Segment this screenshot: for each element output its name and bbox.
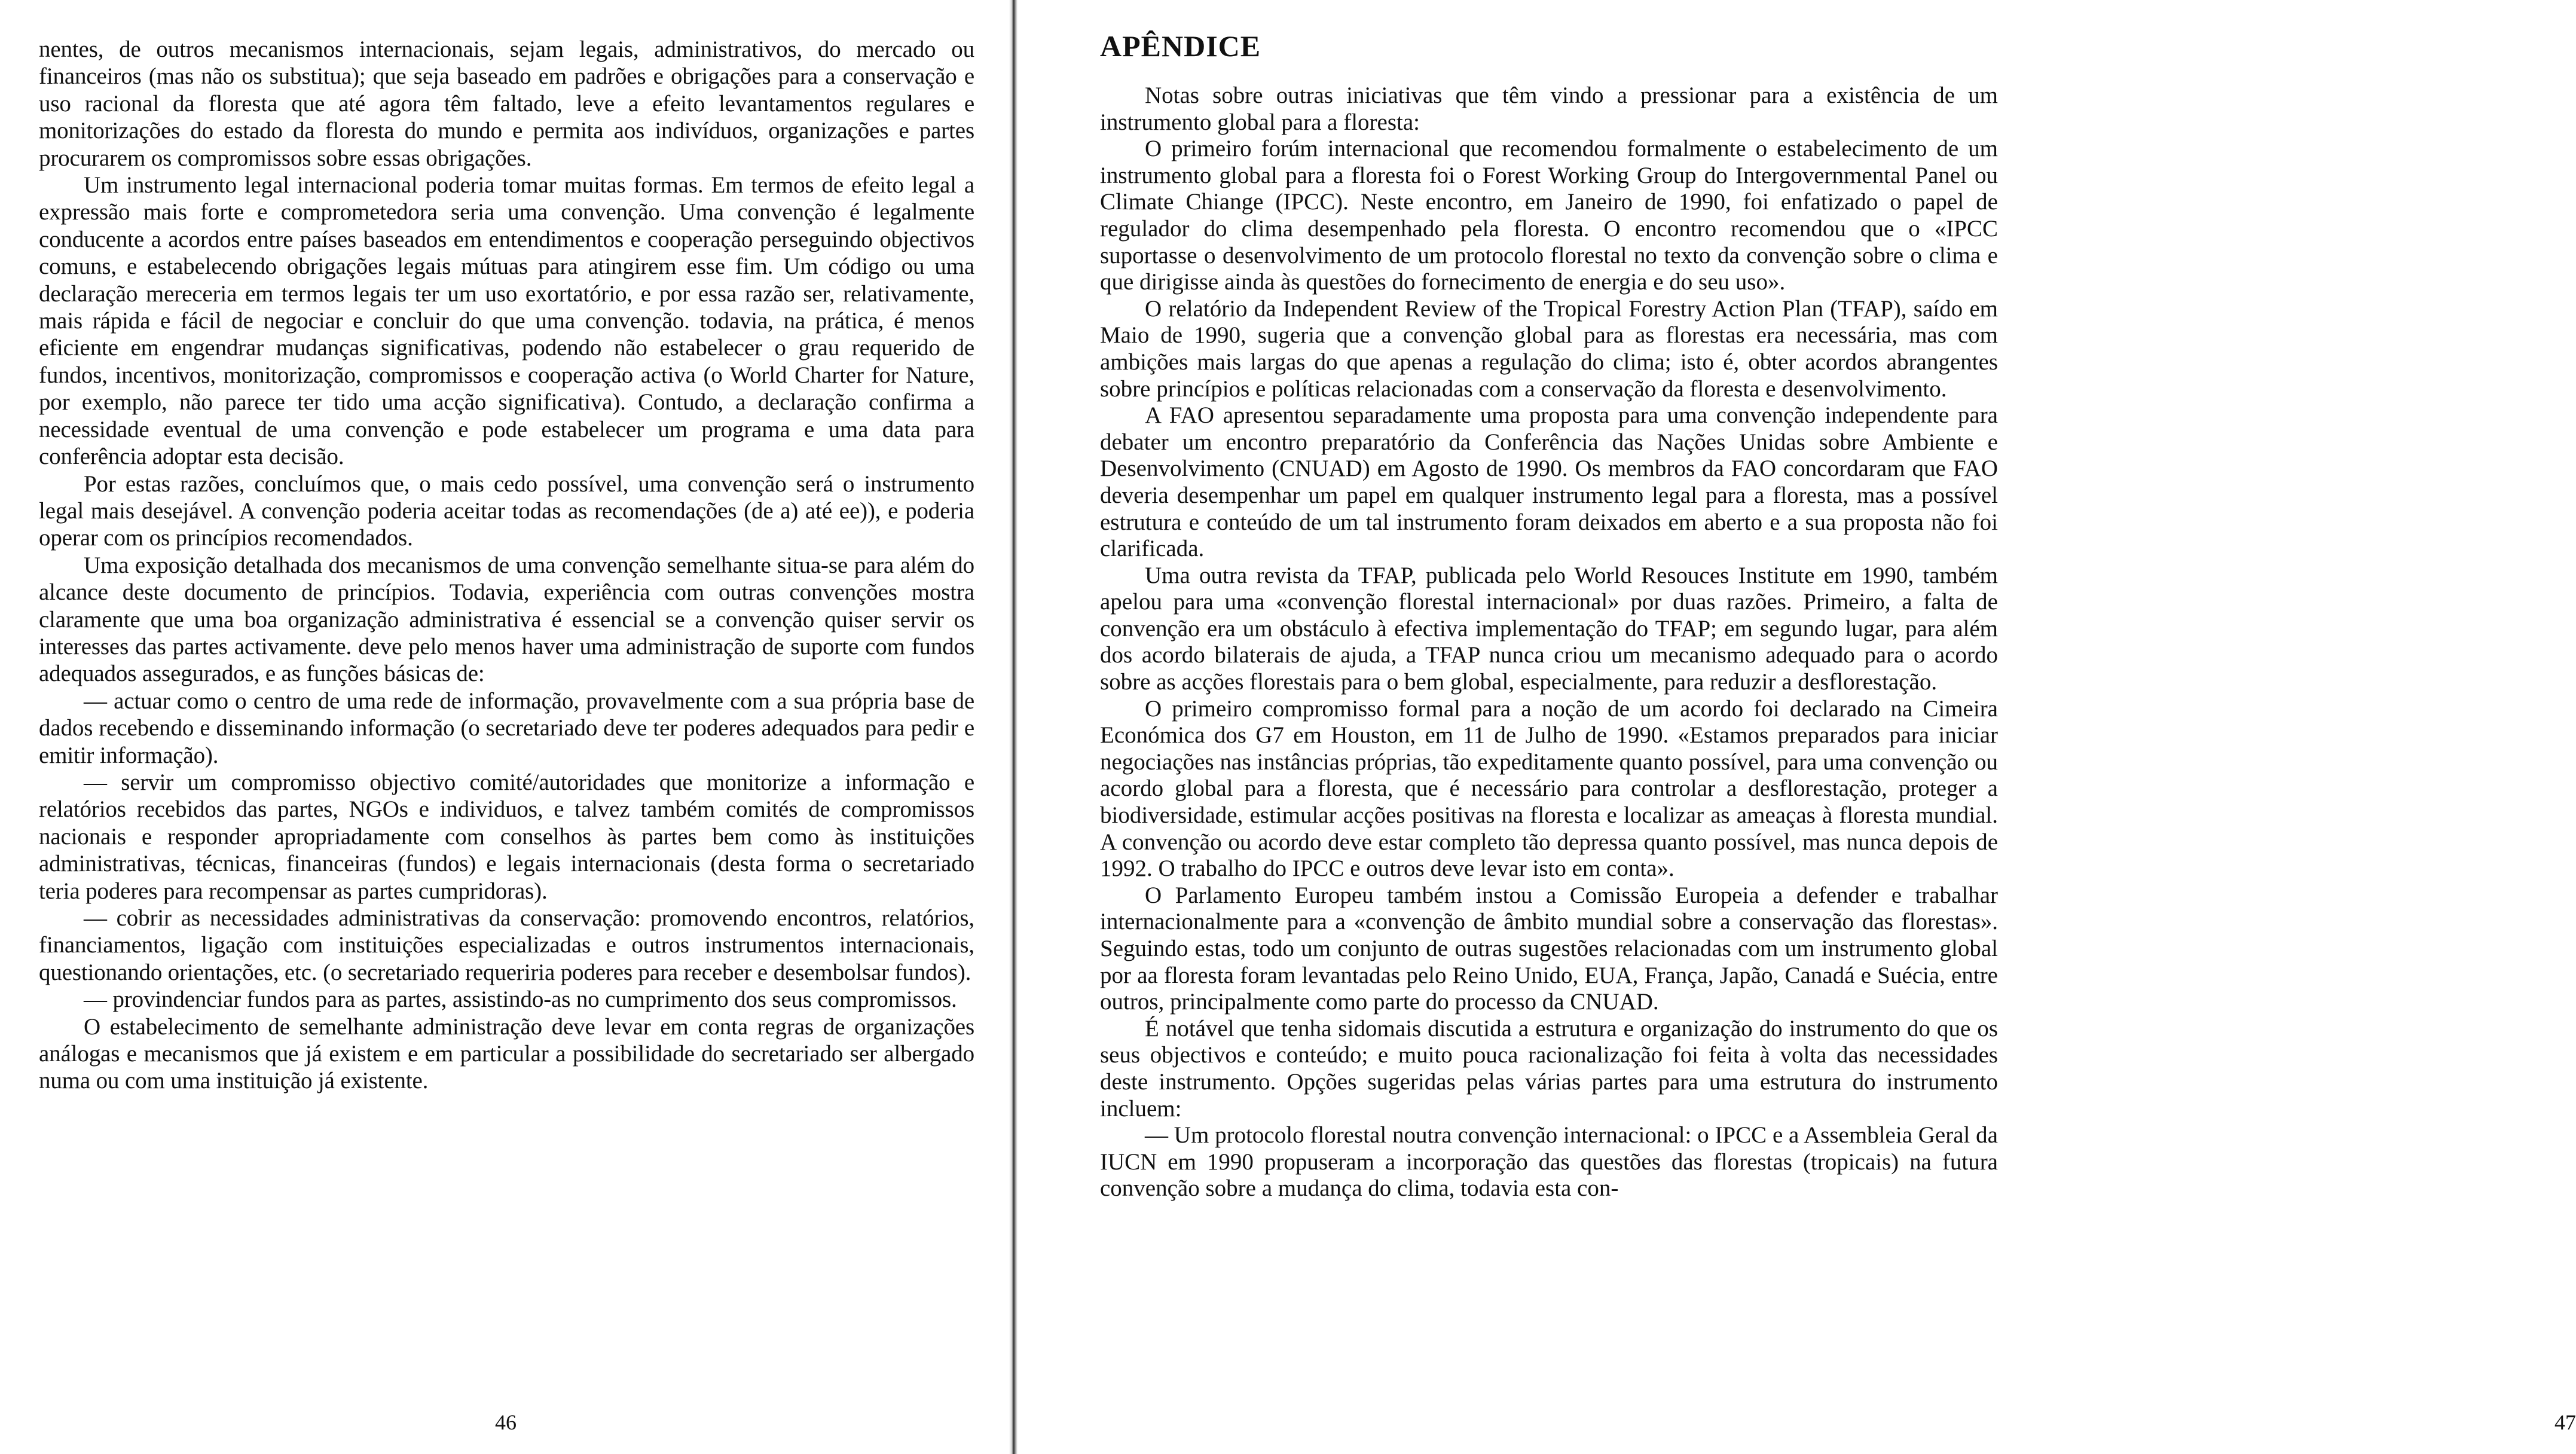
paragraph: O estabelecimento de semelhante administração deve levar em conta regras de organizações análogas e mecanismos que já existem e em particular a possibilidade do secretariado ser albergado numa ou com uma instituição já existente. (39, 1013, 974, 1094)
right-page (1022, 0, 2576, 1454)
page-number: 47 (2554, 1410, 2576, 1434)
paragraph: Uma exposição detalhada dos mecanismos de uma convenção semelhante situa-se para além do alcance deste documento de princípios. Todavia, experiência com outras convenções mostra claramente que uma boa organização administrativa é essencial se a convenção quiser servir os interesses das partes activamente. deve pelo menos haver uma administração de suporte com fundos adequados assegurados, e as funções básicas de: (39, 552, 974, 687)
right-page-body (1100, 83, 1998, 1202)
list-item: — provindenciar fundos para as partes, assistindo-as no cumprimento dos seus compromissos. (84, 986, 957, 1013)
paragraph: O primeiro compromisso formal para a noção de um acordo foi declarado na Cimeira Económica dos G7 em Houston, em 11 de Julho de 1990. «Estamos preparados para iniciar negociações nas instâncias próprias, tão expeditamente quanto possível, para uma convenção ou acordo global para a floresta, que é necessário para controlar a desflorestação, proteger a biodiversidade, estimular acções positivas na floresta e localizar as ameaças à floresta mundial. A convenção ou acordo deve estar completo tão depressa quanto possível, mas nunca depois de 1992. O trabalho do IPCC e outros deve levar isto em conta». (1100, 695, 1998, 882)
list-item: — servir um compromisso objectivo comité/autoridades que monitorize a informação e relatórios recebidos das partes, NGOs e individuos, e talvez também comités de compromissos nacionais e responder apropriadamente com conselhos às partes bem como às instituições administrativas, técnicas, financeiras (fundos) e legais internacionais (desta forma o secretariado teria poderes para recompensar as partes cumpridoras). (39, 769, 974, 904)
list-item: — Um protocolo florestal noutra convenção internacional: o IPCC e a Assembleia Geral da IUCN em 1990 propuseram a incorporação das questões das florestas (tropicais) na futura convenção sobre a mudança do clima, todavia esta con- (1100, 1122, 1998, 1202)
book-spine (1009, 0, 1017, 1454)
list-item: — cobrir as necessidades administrativas da conservação: promovendo encontros, relatórios, financiamentos, ligação com instituições especializadas e outros instrumentos internacionais, questionando orientações, etc. (o secretariado requeriria poderes para receber e desembolsar fundos). (39, 905, 974, 985)
list-item: — actuar como o centro de uma rede de informação, provavelmente com a sua própria base de dados recebendo e disseminando informação (o secretariado deve ter poderes adequados para pedir e emitir informação). (39, 688, 974, 768)
paragraph: Notas sobre outras iniciativas que têm vindo a pressionar para a existência de um instrumento global para a floresta: (1100, 83, 1998, 135)
left-page-body (39, 36, 974, 1095)
page-number: 46 (495, 1410, 517, 1434)
paragraph: O Parlamento Europeu também instou a Comissão Europeia a defender e trabalhar internacionalmente para a «convenção de âmbito mundial sobre a conservação das florestas». Seguindo estas, todo um conjunto de outras sugestões relacionadas com um instrumento global por aa floresta foram levantadas pelo Reino Unido, EUA, França, Japão, Canadá e Suécia, entre outros, principalmente como parte do processo da CNUAD. (1100, 882, 1998, 1015)
paragraph: nentes, de outros mecanismos internacionais, sejam legais, administrativos, do mercado ou financeiros (mas não os substitua); que seja baseado em padrões e obrigações para a conservação e uso racional da floresta que até agora têm faltado, leve a efeito levantamentos regulares e monitorizações do estado da floresta do mundo e permita aos indivíduos, organizações e partes procurarem os compromissos sobre essas obrigações. (39, 36, 974, 171)
paragraph: Uma outra revista da TFAP, publicada pelo World Resouces Institute em 1990, também apelou para uma «convenção florestal internacional» por duas razões. Primeiro, a falta de convenção era um obstáculo à efectiva implementação do TFAP; em segundo lugar, para além dos acordo bilaterais de ajuda, a TFAP nunca criou um mecanismo adequado para o acordo sobre as acções florestais para o bem global, especialmente, para reduzir a desflorestação. (1100, 562, 1998, 695)
left-page (0, 0, 1016, 1454)
paragraph: Por estas razões, concluímos que, o mais cedo possível, uma convenção será o instrumento legal mais desejável. A convenção poderia aceitar todas as recomendações (de a) até ee)), e poderia operar com os princípios recomendados. (39, 471, 974, 551)
paragraph: O primeiro forúm internacional que recomendou formalmente o estabelecimento de um instrumento global para a floresta foi o Forest Working Group do Intergovernmental Panel ou Climate Chiange (IPCC). Neste encontro, em Janeiro de 1990, foi enfatizado o papel de regulador do clima desempenhado pela floresta. O encontro recomendou que o «IPCC suportasse o desenvolvimento de um protocolo florestal no texto da convenção sobre o clima e que dirigisse ainda às questões do fornecimento de energia e do seu uso». (1100, 136, 1998, 295)
paragraph: Um instrumento legal internacional poderia tomar muitas formas. Em termos de efeito legal a expressão mais forte e comprometedora seria uma convenção. Uma convenção é legalmente conducente a acordos entre países baseados em entendimentos e cooperação perseguindo objectivos comuns, e estabelecendo obrigações legais mútuas para atingirem esse fim. Um código ou uma declaração mereceria em termos legais ter um uso exortatório, e por essa razão ser, relativamente, mais rápida e fácil de negociar e concluir do que uma convenção. todavia, na prática, é menos eficiente em engendrar mudanças significativas, podendo não estabelecer o grau requerido de fundos, incentivos, monitorização, compromissos e cooperação activa (o World Charter for Nature, por exemplo, não parece ter tido uma acção significativa). Contudo, a declaração confirma a necessidade eventual de uma convenção e pode estabelecer um programa e uma data para conferência adoptar esta decisão. (39, 172, 974, 470)
paragraph: O relatório da Independent Review of the Tropical Forestry Action Plan (TFAP), saído em Maio de 1990, sugeria que a convenção global para as florestas era necessária, mas com ambições mais largas do que apenas a regulação do clima; isto é, obter acordos abrangentes sobre princípios e políticas relacionadas com a conservação da floresta e desenvolvimento. (1100, 295, 1998, 402)
paragraph: A FAO apresentou separadamente uma proposta para uma convenção independente para debater um encontro preparatório da Conferência das Nações Unidas sobre Ambiente e Desenvolvimento (CNUAD) em Agosto de 1990. Os membros da FAO concordaram que FAO deveria desempenhar um papel em qualquer instrumento legal para a floresta, mas a possível estrutura e conteúdo de um tal instrumento foram deixados em aberto e a sua proposta não foi clarificada. (1100, 402, 1998, 562)
paragraph: É notável que tenha sidomais discutida a estrutura e organização do instrumento do que os seus objectivos e conteúdo; e muito pouca racionalização foi feita à volta das necessidades deste instrumento. Opções sugeridas pelas várias partes para uma estrutura do instrumento incluem: (1100, 1015, 1998, 1122)
page-title: APÊNDICE (1100, 29, 1261, 63)
